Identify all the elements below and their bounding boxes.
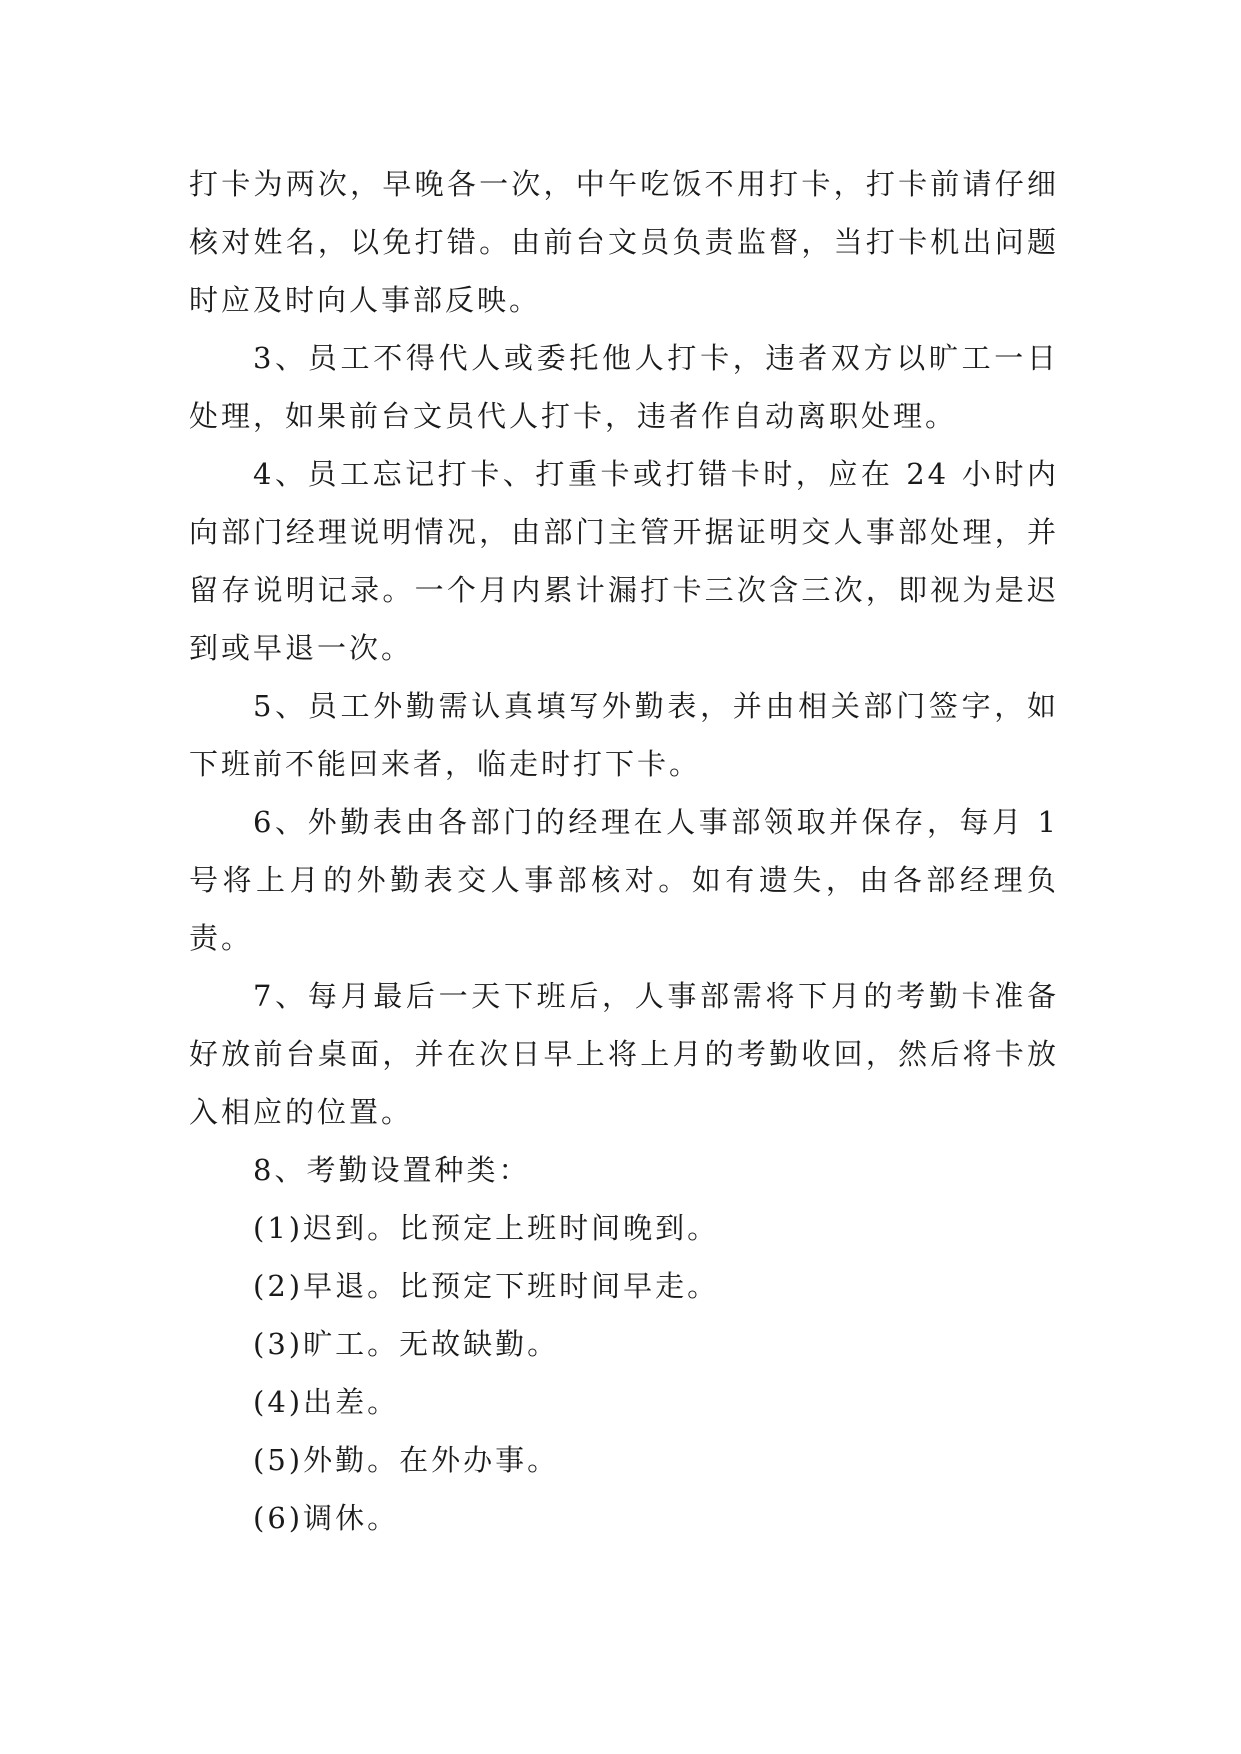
list-item: (6)调休。 bbox=[253, 1501, 400, 1535]
paragraph-rule-3: 3、员工不得代人或委托他人打卡，违者双方以旷工一日处理，如果前台文员代人打卡，违者作自动离职处理。 bbox=[189, 341, 1059, 433]
paragraph-rule-6: 6、外勤表由各部门的经理在人事部领取并保存，每月 1 号将上月的外勤表交人事部核对。如有遗失，由各部经理负责。 bbox=[189, 805, 1059, 955]
list-item: (2)早退。比预定下班时间早走。 bbox=[253, 1269, 720, 1303]
document-body bbox=[189, 155, 1059, 1547]
list-item: (5)外勤。在外办事。 bbox=[253, 1443, 560, 1477]
list-item: (4)出差。 bbox=[253, 1385, 400, 1419]
list-item: (3)旷工。无故缺勤。 bbox=[253, 1327, 560, 1361]
paragraph-rule-5: 5、员工外勤需认真填写外勤表，并由相关部门签字，如下班前不能回来者，临走时打下卡。 bbox=[189, 689, 1059, 781]
paragraph-continuation: 打卡为两次，早晚各一次，中午吃饭不用打卡，打卡前请仔细核对姓名，以免打错。由前台文员负责监督，当打卡机出问题时应及时向人事部反映。 bbox=[189, 167, 1059, 317]
paragraph-rule-7: 7、每月最后一天下班后，人事部需将下月的考勤卡准备好放前台桌面，并在次日早上将上月的考勤收回，然后将卡放入相应的位置。 bbox=[189, 979, 1059, 1129]
paragraph-rule-8: 8、考勤设置种类： bbox=[253, 1153, 531, 1187]
list-item: (1)迟到。比预定上班时间晚到。 bbox=[253, 1211, 720, 1245]
paragraph-rule-4: 4、员工忘记打卡、打重卡或打错卡时，应在 24 小时内向部门经理说明情况，由部门主管开据证明交人事部处理，并留存说明记录。一个月内累计漏打卡三次含三次，即视为是迟到或早退一次。 bbox=[189, 457, 1059, 665]
